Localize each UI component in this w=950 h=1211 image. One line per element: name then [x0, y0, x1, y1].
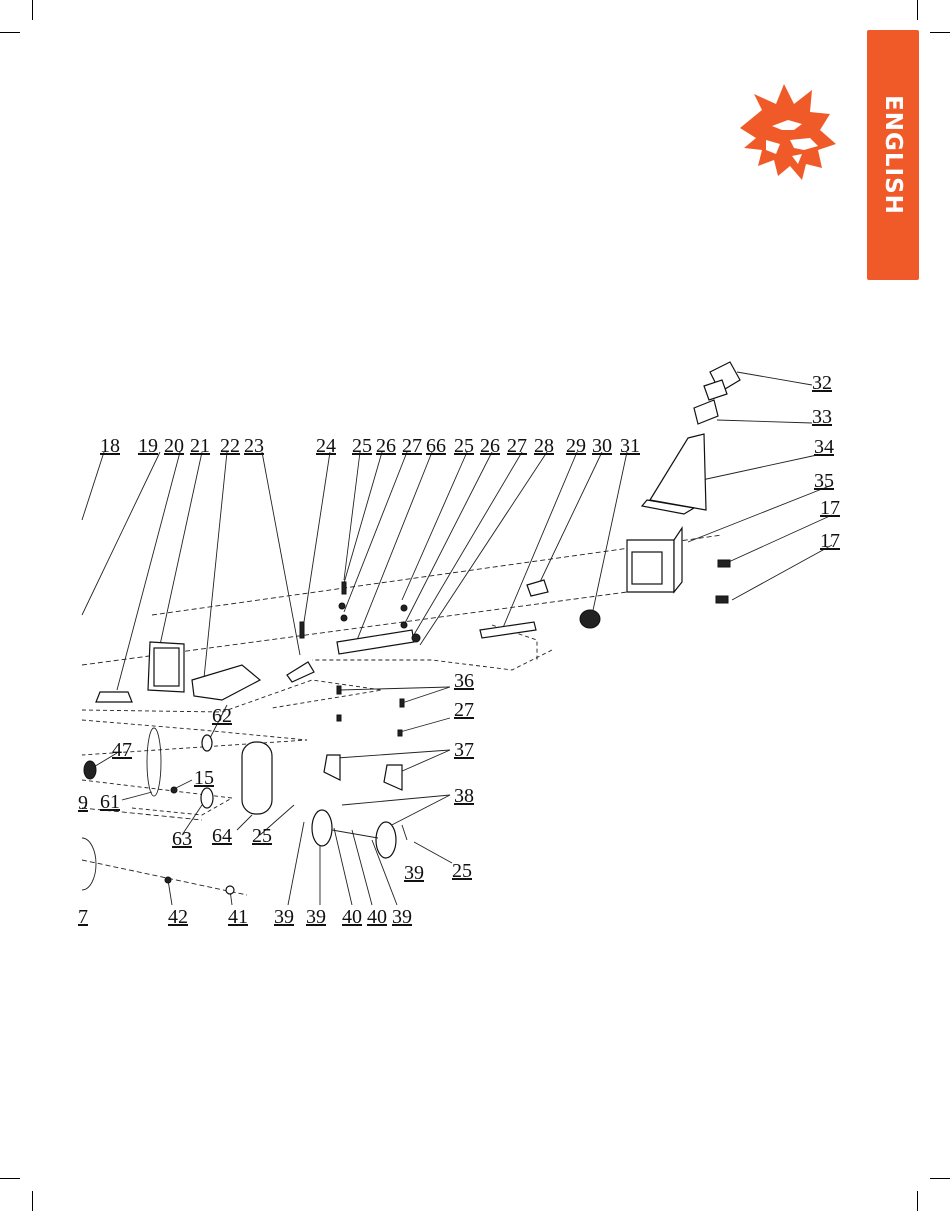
crop-mark — [0, 1178, 20, 1179]
part-label: 9 — [78, 792, 88, 814]
part-label: 39 — [404, 862, 424, 884]
part-label: 34 — [814, 436, 834, 458]
part-label: 36 — [454, 670, 474, 692]
part-label: 25 — [452, 860, 472, 882]
part-label: 39 — [392, 906, 412, 928]
part-label: 64 — [212, 825, 232, 847]
part-label: 31 — [620, 435, 640, 457]
part-label: 27 — [402, 435, 422, 457]
part-label: 22 — [220, 435, 240, 457]
part-label: 27 — [454, 699, 474, 721]
part-label: 40 — [342, 906, 362, 928]
part-label: 61 — [100, 791, 120, 813]
crop-mark — [0, 32, 20, 33]
crop-mark — [32, 0, 33, 20]
part-label: 25 — [454, 435, 474, 457]
part-label: 20 — [164, 435, 184, 457]
part-label: 62 — [212, 705, 232, 727]
part-label: 66 — [426, 435, 446, 457]
part-label: 25 — [252, 825, 272, 847]
part-label: 41 — [228, 906, 248, 928]
part-label: 18 — [100, 435, 120, 457]
part-label: 37 — [454, 739, 474, 761]
part-label: 25 — [352, 435, 372, 457]
language-tab-label: ENGLISH — [880, 95, 906, 215]
crop-mark — [917, 0, 918, 20]
crop-mark — [930, 32, 950, 33]
part-label: 40 — [367, 906, 387, 928]
crop-mark — [917, 1191, 918, 1211]
part-label: 47 — [112, 739, 132, 761]
part-label: 26 — [376, 435, 396, 457]
part-label: 63 — [172, 828, 192, 850]
wolf-head-icon — [732, 80, 844, 184]
part-label: 29 — [566, 435, 586, 457]
part-label: 42 — [168, 906, 188, 928]
part-label: 15 — [194, 767, 214, 789]
part-label: 32 — [812, 372, 832, 394]
part-label: 19 — [138, 435, 158, 457]
part-label: 39 — [274, 906, 294, 928]
part-label: 39 — [306, 906, 326, 928]
crop-mark — [32, 1191, 33, 1211]
part-label: 17 — [820, 497, 840, 519]
part-label: 33 — [812, 406, 832, 428]
part-label: 17 — [820, 530, 840, 552]
part-label: 35 — [814, 470, 834, 492]
part-labels — [78, 372, 840, 928]
part-label: 38 — [454, 785, 474, 807]
part-label: 26 — [480, 435, 500, 457]
part-label: 23 — [244, 435, 264, 457]
part-label: 28 — [534, 435, 554, 457]
language-tab — [867, 30, 919, 280]
part-label: 27 — [507, 435, 527, 457]
part-label: 21 — [190, 435, 210, 457]
exploded-parts-diagram — [78, 360, 872, 940]
part-label: 30 — [592, 435, 612, 457]
part-label: 7 — [78, 906, 88, 928]
part-label: 24 — [316, 435, 336, 457]
crop-mark — [930, 1178, 950, 1179]
